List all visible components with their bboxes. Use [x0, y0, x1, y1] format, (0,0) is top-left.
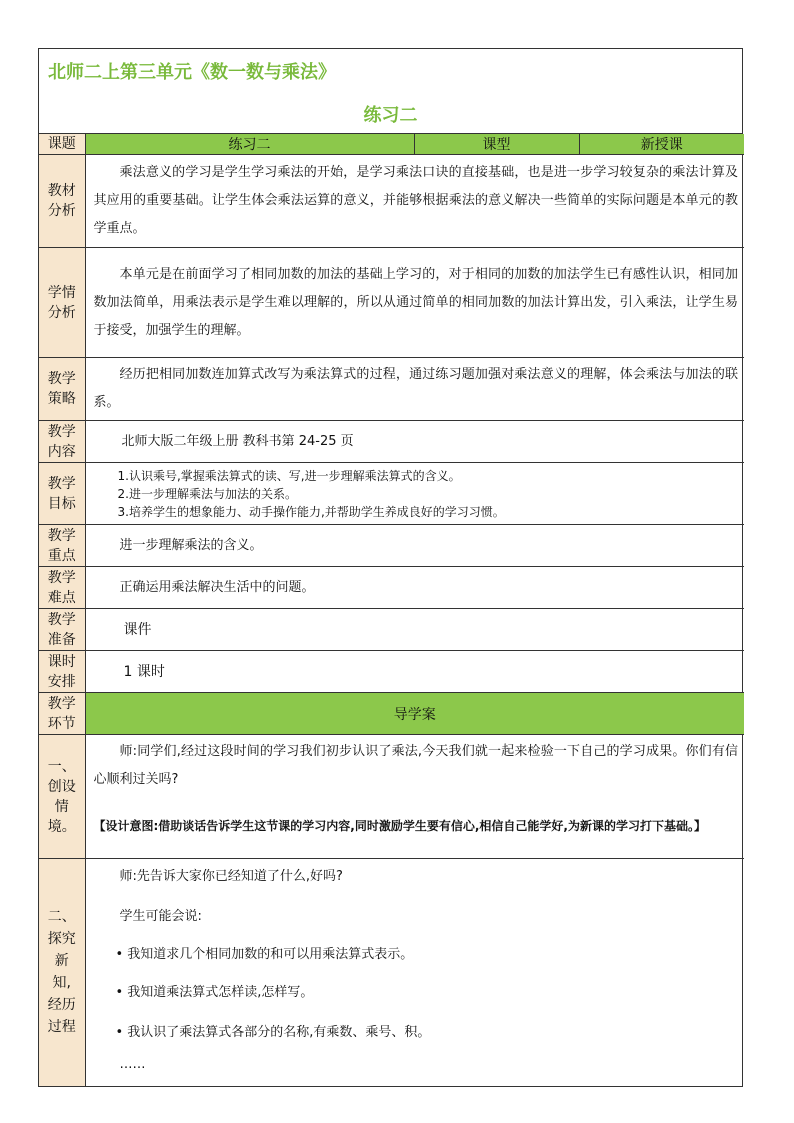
- row-difficulty: [39, 567, 744, 609]
- row-key: [39, 525, 744, 567]
- prep-text: 课件: [85, 609, 744, 651]
- row-material: [39, 155, 744, 248]
- row-goals: [39, 463, 744, 525]
- type-label: 课型: [414, 134, 579, 155]
- topic-value: 练习二: [85, 134, 414, 155]
- key-label: 教学 重点: [39, 525, 85, 567]
- step2-line: 师:先告诉大家你已经知道了什么,好吗?: [119, 869, 343, 884]
- material-text: 乘法意义的学习是学生学习乘法的开始，是学习乘法口诀的直接基础，也是进一步学习较复杂的乘法计算及其应用的重要基础。让学生体会乘法运算的意义，并能够根据乘法的意义解决一些简单的实际问题是本单元的教学重点。: [85, 155, 744, 248]
- row-time: [39, 651, 744, 693]
- content-text: 北师大版二年级上册 教科书第 24-25 页: [85, 421, 744, 463]
- step2-content: [85, 859, 744, 1086]
- difficulty-text: 正确运用乘法解决生活中的问题。: [85, 567, 744, 609]
- goals-label: 教学 目标: [39, 463, 85, 525]
- row-strategy: [39, 358, 744, 421]
- row-prep: [39, 609, 744, 651]
- process-heading: 导学案: [85, 693, 744, 735]
- strategy-label: 教学 策略: [39, 358, 85, 421]
- plan-grid: [39, 134, 744, 1086]
- goals-list: [85, 463, 744, 525]
- students-label: 学情 分析: [39, 248, 85, 358]
- type-value: 新授课: [579, 134, 744, 155]
- step2-line: 学生可能会说:: [119, 909, 202, 924]
- row-step2: [39, 859, 744, 1086]
- process-label: 教学 环节: [39, 693, 85, 735]
- lesson-subtitle: 练习二: [363, 105, 418, 126]
- page-title: 北师二上第三单元《数一数与乘法》: [48, 62, 336, 83]
- difficulty-label: 教学 难点: [39, 567, 85, 609]
- content-label: 教学 内容: [39, 421, 85, 463]
- goal-item: 3.培养学生的想象能力、动手操作能力,并帮助学生养成良好的学习习惯。: [117, 504, 505, 519]
- info-row: [39, 134, 744, 155]
- topic-label: 课题: [39, 134, 85, 155]
- row-step1: [39, 735, 744, 859]
- step2-line: • 我知道求几个相同加数的和可以用乘法算式表示。: [115, 947, 414, 962]
- step2-line: • 我认识了乘法算式各部分的名称,有乘数、乘号、积。: [115, 1025, 431, 1040]
- lesson-plan-table: [38, 48, 743, 1087]
- step1-label: 一、 创设 情 境。: [39, 735, 85, 859]
- step1-design-note: 【设计意图:借助谈话告诉学生这节课的学习内容,同时激励学生要有信心,相信自己能学好,为新课的学习打下基础。】: [93, 819, 706, 833]
- step2-label: 二、 探究 新 知, 经历 过程: [39, 859, 85, 1086]
- step2-line: ……: [119, 1057, 146, 1072]
- material-label: 教材 分析: [39, 155, 85, 248]
- prep-label: 教学 准备: [39, 609, 85, 651]
- row-process: [39, 693, 744, 735]
- key-text: 进一步理解乘法的含义。: [85, 525, 744, 567]
- step2-line: • 我知道乘法算式怎样读,怎样写。: [115, 985, 314, 1000]
- title-block: [39, 49, 742, 134]
- step1-content: [85, 735, 744, 859]
- goal-item: 1.认识乘号,掌握乘法算式的读、写,进一步理解乘法算式的含义。: [117, 468, 461, 483]
- strategy-text: 经历把相同加数连加算式改写为乘法算式的过程，通过练习题加强对乘法意义的理解，体会乘法与加法的联系。: [85, 358, 744, 421]
- time-text: 1 课时: [85, 651, 744, 693]
- goal-item: 2.进一步理解乘法与加法的关系。: [117, 486, 297, 501]
- row-content: [39, 421, 744, 463]
- row-students: [39, 248, 744, 358]
- step1-text: 师:同学们,经过这段时间的学习我们初步认识了乘法,今天我们就一起来检验一下自己的学习成果。你们有信心顺利过关吗?: [93, 744, 738, 787]
- students-text: 本单元是在前面学习了相同加数的加法的基础上学习的，对于相同的加数的加法学生已有感性认识，相同加数加法简单，用乘法表示是学生难以理解的，所以从通过简单的相同加数的加法计算出发，引入乘法，让学生易于接受，加强学生的理解。: [85, 248, 744, 358]
- time-label: 课时 安排: [39, 651, 85, 693]
